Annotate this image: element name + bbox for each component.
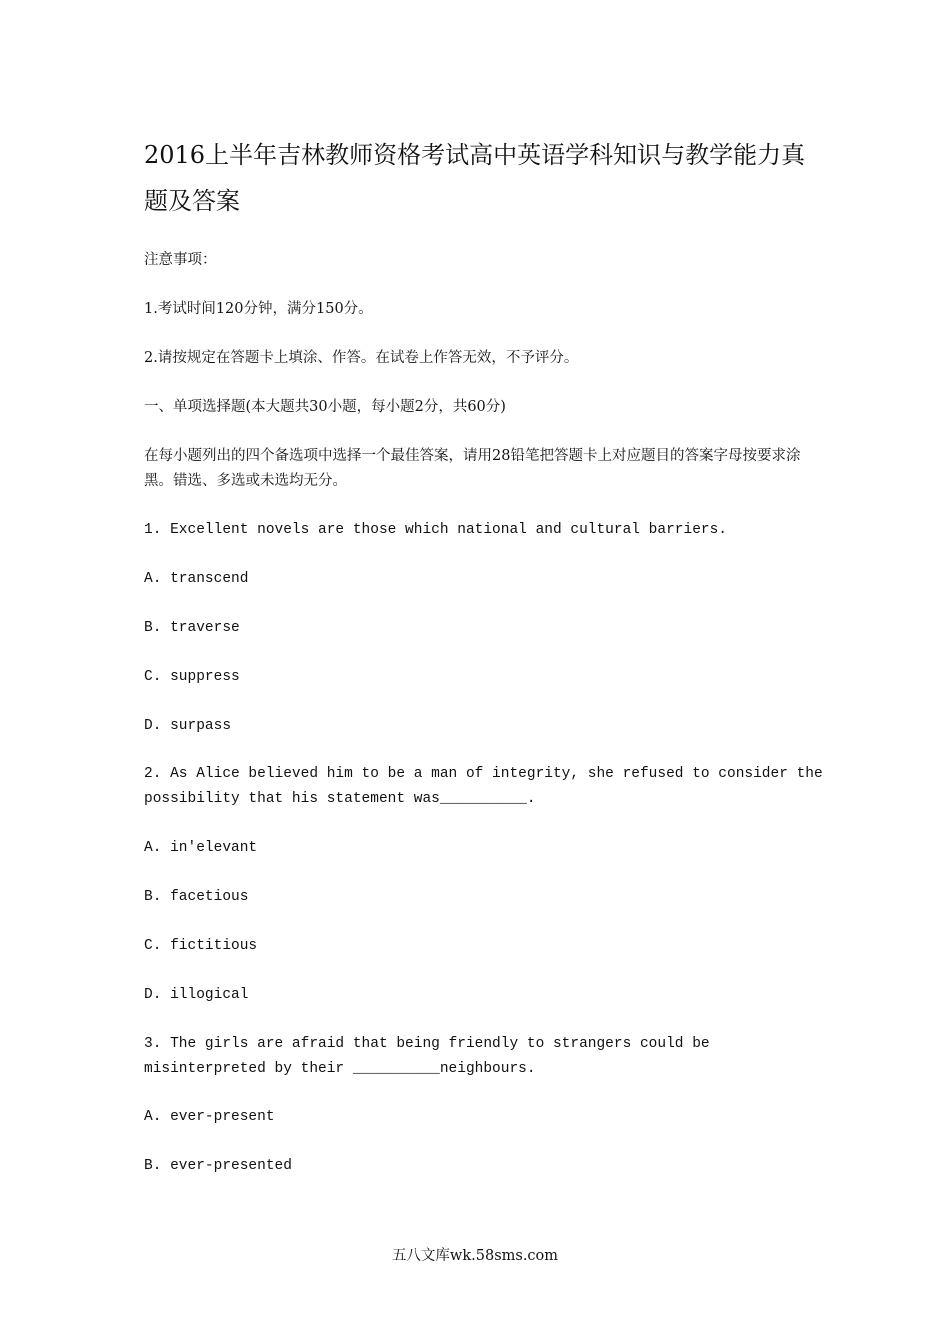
notice-item: 2.请按规定在答题卡上填涂、作答。在试卷上作答无效，不予评分。 xyxy=(144,350,579,366)
question-stem: 1. Excellent novels are those which national and cultural barriers. xyxy=(144,522,727,538)
section-instruction: 在每小题列出的四个备选项中选择一个最佳答案，请用28铅笔把答题卡上对应题目的答案字母按要求涂黑。错选、多选或未选均无分。 xyxy=(144,448,801,489)
question-option: A. transcend xyxy=(144,571,249,587)
question-option: C. fictitious xyxy=(144,938,258,954)
question-stem: 2. As Alice believed him to be a man of integrity, she refused to consider the possibility that his statement was__________. xyxy=(144,766,823,807)
question-option: B. facetious xyxy=(144,889,249,905)
question-stem: 3. The girls are afraid that being friendly to strangers could be misinterpreted by their __________neighbours. xyxy=(144,1036,710,1077)
question-option: D. illogical xyxy=(144,987,249,1003)
question-option: D. surpass xyxy=(144,718,232,734)
page-footer: 五八文库wk.58sms.com xyxy=(391,1248,559,1264)
question-option: B. ever-presented xyxy=(144,1158,292,1174)
notice-heading: 注意事项： xyxy=(144,252,217,268)
question-option: C. suppress xyxy=(144,669,240,685)
section-heading: 一、单项选择题(本大题共30小题，每小题2分，共60分) xyxy=(144,399,506,415)
question-option: A. ever-present xyxy=(144,1109,275,1125)
question-option: A. in'elevant xyxy=(144,840,258,856)
document-title: 2016上半年吉林教师资格考试高中英语学科知识与教学能力真题及答案 xyxy=(144,141,806,215)
notice-item: 1.考试时间120分钟，满分150分。 xyxy=(144,301,373,317)
question-option: B. traverse xyxy=(144,620,240,636)
